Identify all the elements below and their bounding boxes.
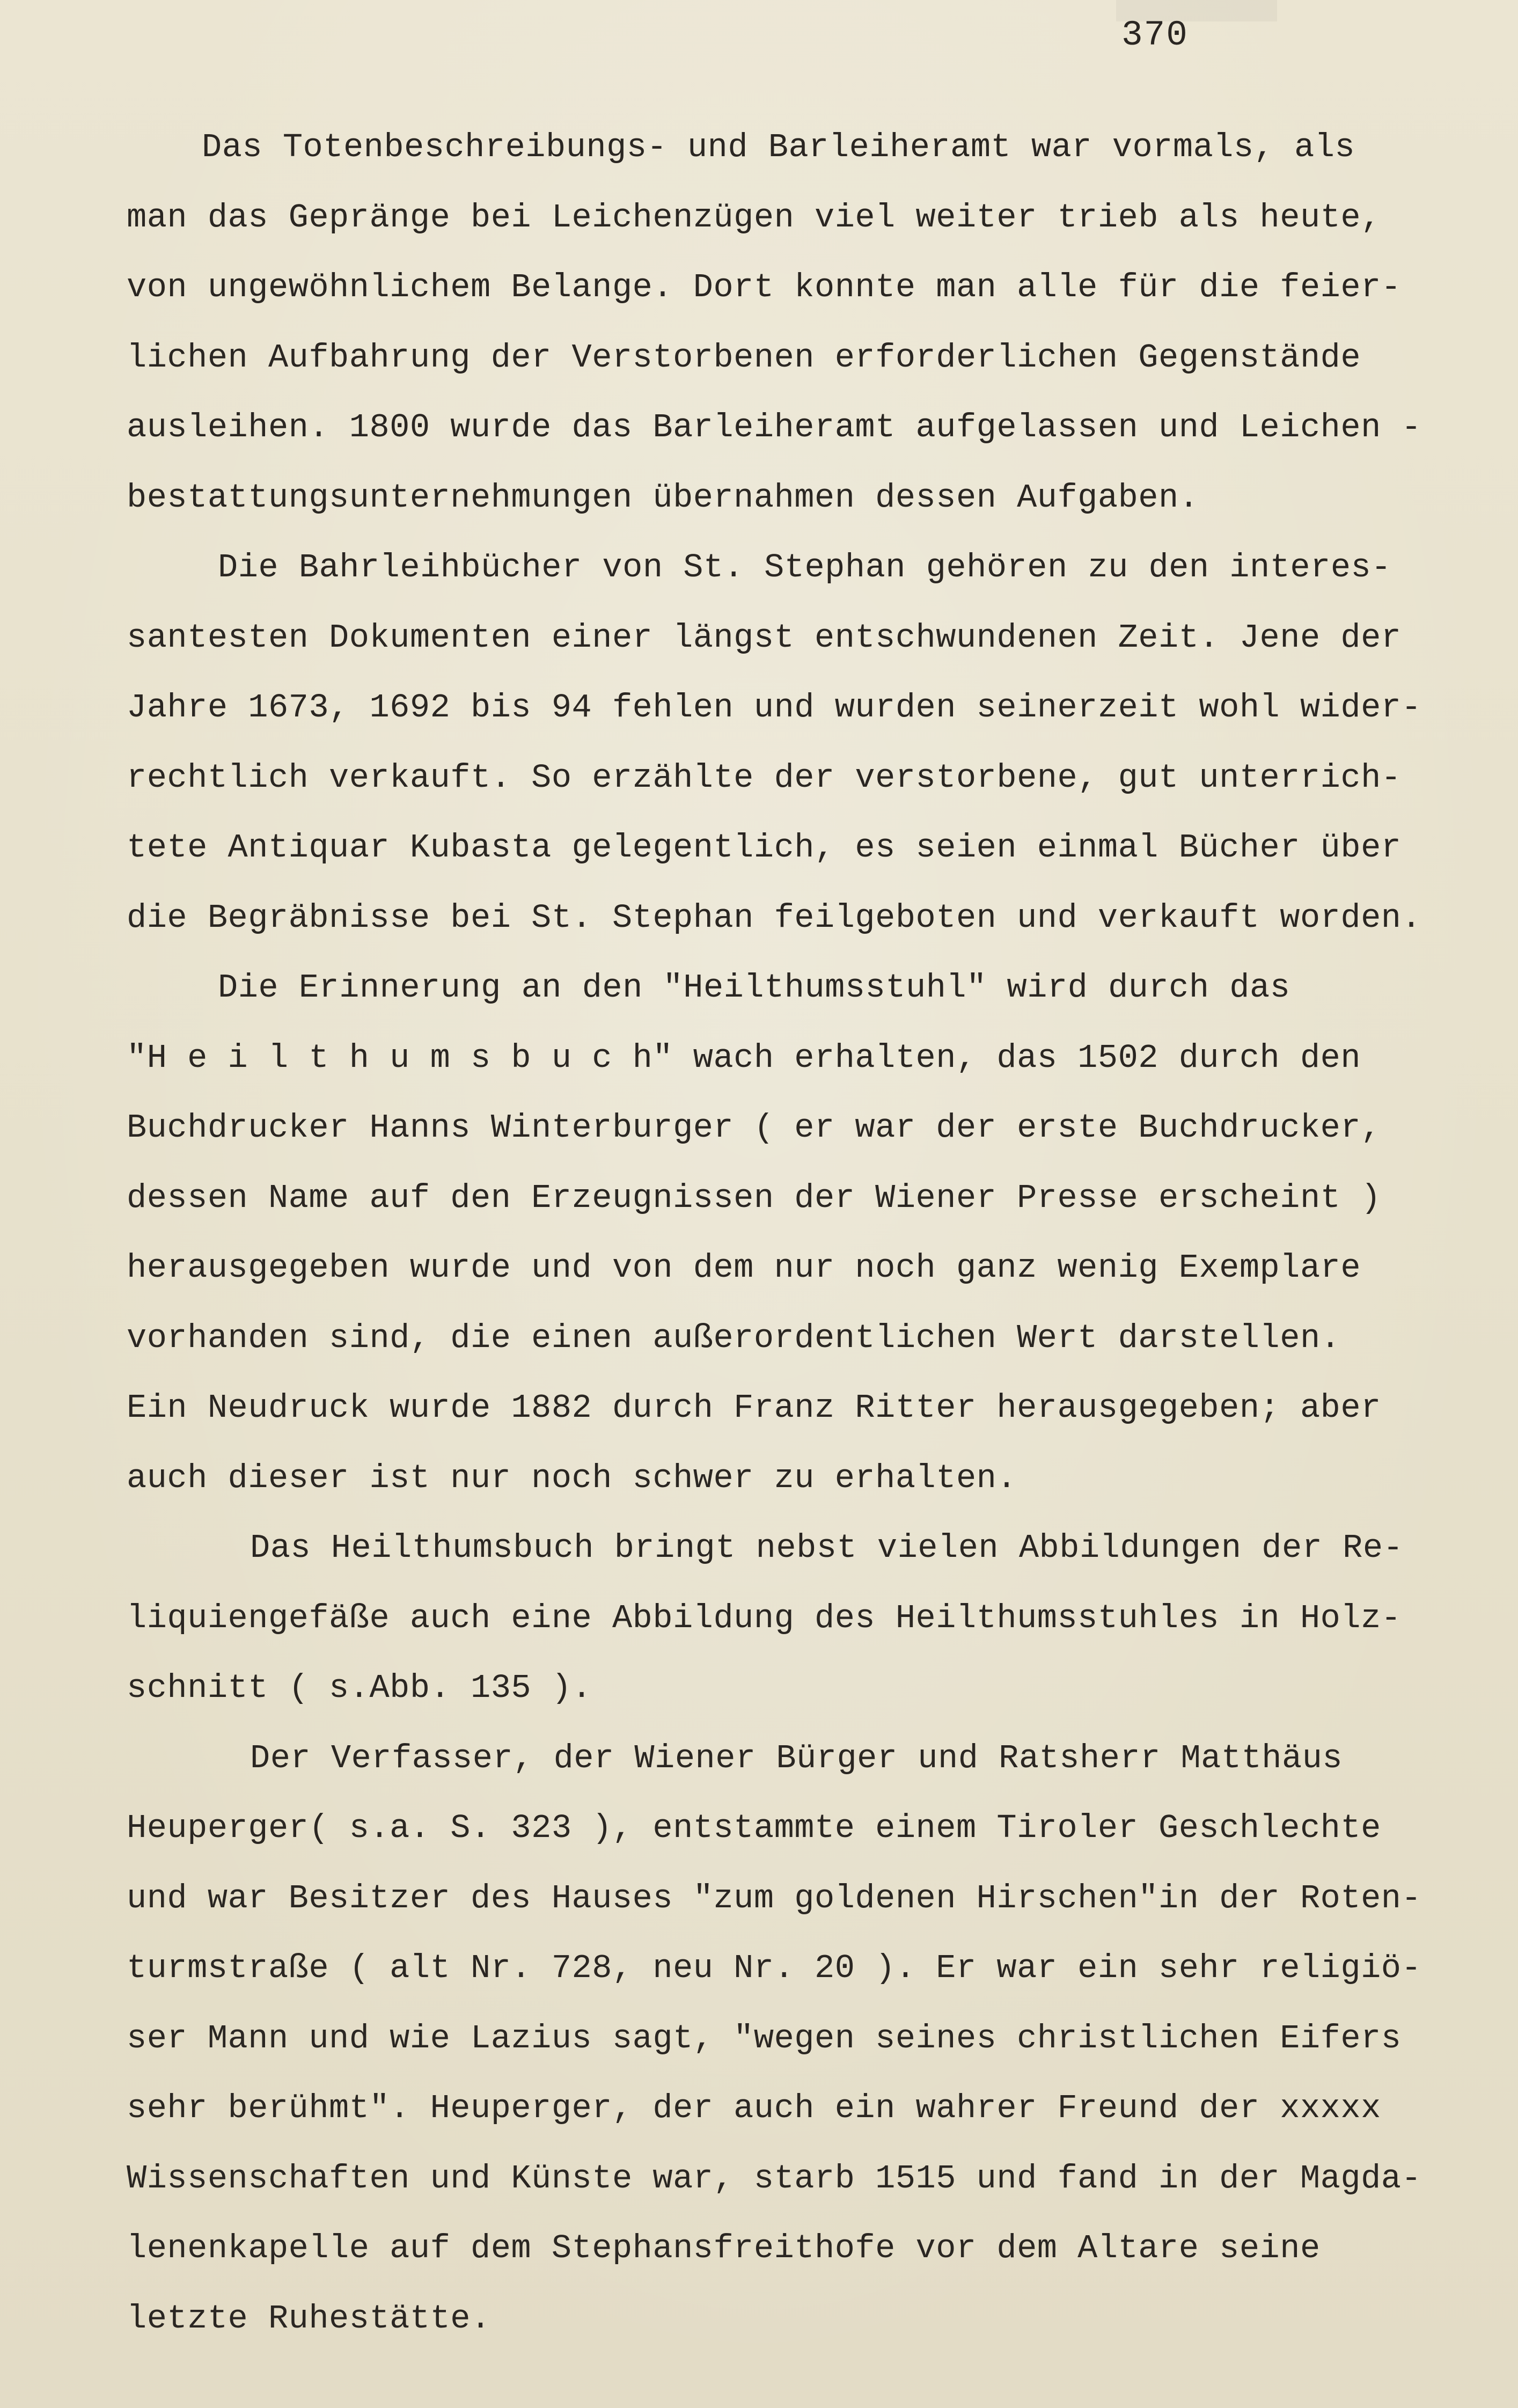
text-line: sehr berühmt". Heuperger, der auch ein wahrer Freund der xxxxx [127, 2089, 1381, 2127]
text-line: rechtlich verkauft. So erzählte der verstorbene, gut unterrich- [127, 758, 1402, 797]
text-line: man das Gepränge bei Leichenzügen viel weiter trieb als heute, [127, 198, 1381, 237]
text-line: letzte Ruhestätte. [127, 2299, 491, 2338]
text-line: liquiengefäße auch eine Abbildung des Heilthumsstuhles in Holz- [127, 1599, 1402, 1637]
text-line: Jahre 1673, 1692 bis 94 fehlen und wurden seinerzeit wohl wider- [127, 689, 1422, 727]
text-line: Das Heilthumsbuch bringt nebst vielen Abbildungen der Re- [250, 1529, 1404, 1567]
text-line: herausgegeben wurde und von dem nur noch ganz wenig Exemplare [127, 1249, 1361, 1287]
text-line: schnitt ( s.Abb. 135 ). [127, 1669, 592, 1707]
text-line: "H e i l t h u m s b u c h" wach erhalten, das 1502 durch den [127, 1038, 1361, 1077]
text-line: Der Verfasser, der Wiener Bürger und Ratsherr Matthäus [250, 1739, 1343, 1777]
text-line: vorhanden sind, die einen außerordentlichen Wert darstellen. [127, 1319, 1341, 1357]
body-text [127, 113, 1479, 2354]
text-line: ausleihen. 1800 wurde das Barleiheramt aufgelassen und Leichen - [127, 408, 1422, 447]
text-line: tete Antiquar Kubasta gelegentlich, es seien einmal Bücher über [127, 829, 1402, 867]
text-line: ser Mann und wie Lazius sagt, "wegen seines christlichen Eifers [127, 2019, 1402, 2058]
text-line: die Begräbnisse bei St. Stephan feilgeboten und verkauft worden. [127, 898, 1422, 937]
text-line: Das Totenbeschreibungs- und Barleiheramt war vormals, als [202, 128, 1355, 166]
text-line: lenenkapelle auf dem Stephansfreithofe vor dem Altare seine [127, 2229, 1321, 2267]
text-line: turmstraße ( alt Nr. 728, neu Nr. 20 ). Er war ein sehr religiö- [127, 1949, 1422, 1987]
text-line: Heuperger( s.a. S. 323 ), entstammte einem Tiroler Geschlechte [127, 1809, 1381, 1847]
page-number: 370 [1121, 15, 1189, 55]
text-line: Buchdrucker Hanns Winterburger ( er war der erste Buchdrucker, [127, 1109, 1381, 1147]
text-line: Ein Neudruck wurde 1882 durch Franz Ritter herausgegeben; aber [127, 1389, 1381, 1427]
text-line: von ungewöhnlichem Belange. Dort konnte man alle für die feier- [127, 268, 1402, 306]
text-line: Wissenschaften und Künste war, starb 1515 und fand in der Magda- [127, 2159, 1422, 2198]
text-line: Die Bahrleihbücher von St. Stephan gehören zu den interes- [218, 548, 1391, 587]
text-line: lichen Aufbahrung der Verstorbenen erforderlichen Gegenstände [127, 338, 1361, 377]
text-line: dessen Name auf den Erzeugnissen der Wiener Presse erscheint ) [127, 1179, 1381, 1217]
text-line: Die Erinnerung an den "Heilthumsstuhl" wird durch das [218, 969, 1290, 1007]
text-line: auch dieser ist nur noch schwer zu erhalten. [127, 1459, 1017, 1497]
text-line: santesten Dokumenten einer längst entschwundenen Zeit. Jene der [127, 618, 1402, 657]
text-line: bestattungsunternehmungen übernahmen dessen Aufgaben. [127, 478, 1199, 517]
text-line: und war Besitzer des Hauses "zum goldenen Hirschen"in der Roten- [127, 1879, 1422, 1917]
